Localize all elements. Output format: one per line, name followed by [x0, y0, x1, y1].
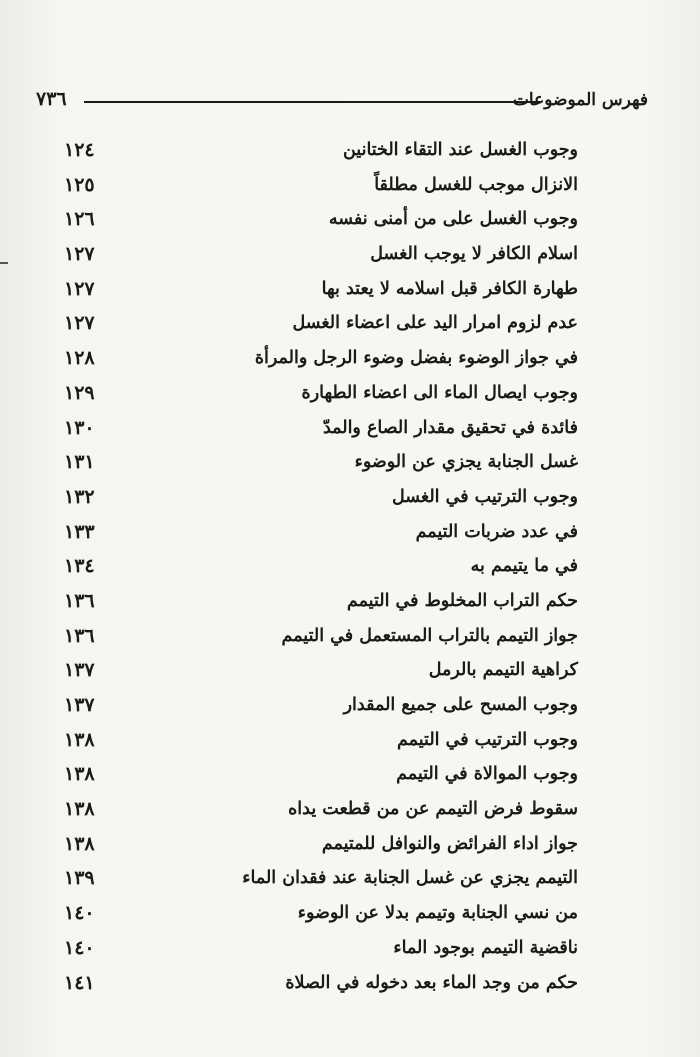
toc-entry-title: عدم لزوم امرار اليد على اعضاء الغسل — [292, 313, 578, 334]
toc-entry-title: في جواز الوضوء بفضل وضوء الرجل والمرأة — [254, 348, 578, 369]
toc-entry — [0, 205, 700, 240]
toc-entry-page-number: ١٢٧ — [64, 277, 95, 300]
toc-entry-title: وجوب ايصال الماء الى اعضاء الطهارة — [301, 382, 578, 403]
toc-entry-page-number: ١٣٧ — [64, 659, 95, 682]
toc-entry — [0, 656, 700, 691]
toc-entry-title: وجوب المسح على جميع المقدار — [343, 695, 578, 715]
toc-entry-page-number: ١٣٩ — [64, 867, 95, 890]
table-of-contents — [0, 136, 700, 1003]
toc-entry — [0, 726, 700, 761]
toc-entry-page-number: ١٢٦ — [64, 208, 95, 231]
toc-entry-title: في ما يتيمم به — [470, 556, 578, 577]
toc-entry-page-number: ١٣٨ — [64, 763, 95, 786]
toc-entry-page-number: ١٣٤ — [64, 555, 95, 578]
running-header — [36, 90, 648, 118]
toc-entry — [0, 760, 700, 795]
toc-entry — [0, 136, 700, 171]
toc-entry — [0, 483, 700, 518]
toc-entry-title: جواز التيمم بالتراب المستعمل في التيمم — [281, 625, 578, 646]
toc-entry — [0, 691, 700, 726]
toc-entry-page-number: ١٢٧ — [64, 243, 95, 266]
toc-entry-page-number: ١٣٨ — [64, 832, 95, 855]
toc-entry — [0, 379, 700, 414]
toc-entry-title: ناقضية التيمم بوجود الماء — [393, 937, 578, 958]
toc-entry-page-number: ١٣٣ — [64, 520, 95, 543]
toc-entry-title: كراهية التيمم بالرمل — [428, 660, 578, 681]
toc-entry — [0, 275, 700, 310]
toc-entry-page-number: ١٣٠ — [64, 416, 95, 439]
header-title: فهرس الموضوعات — [512, 90, 648, 110]
toc-entry-title: فائدة في تحقيق مقدار الصاع والمدّ — [322, 417, 578, 438]
toc-entry — [0, 622, 700, 657]
toc-entry-title: سقوط فرض التيمم عن من قطعت يداه — [288, 799, 578, 820]
toc-entry-title: وجوب الغسل عند التقاء الختانين — [342, 140, 578, 160]
toc-entry — [0, 934, 700, 969]
header-page-number: ٧٣٦ — [36, 88, 67, 110]
toc-entry-page-number: ١٤١ — [64, 971, 95, 994]
toc-entry — [0, 309, 700, 344]
toc-entry-page-number: ١٤٠ — [64, 902, 95, 925]
toc-entry — [0, 587, 700, 622]
toc-entry-title: وجوب الموالاة في التيمم — [396, 764, 578, 785]
toc-entry-title: جواز اداء الفرائض والنوافل للمتيمم — [321, 833, 578, 854]
toc-entry — [0, 969, 700, 1004]
toc-entry-page-number: ١٣٢ — [64, 485, 95, 508]
toc-entry-title: وجوب الترتيب في الغسل — [392, 486, 578, 507]
toc-entry-title: وجوب الغسل على من أمنى نفسه — [328, 209, 578, 230]
toc-entry-title: اسلام الكافر لا يوجب الغسل — [370, 244, 578, 265]
toc-entry-title: وجوب الترتيب في التيمم — [397, 729, 578, 750]
toc-entry — [0, 414, 700, 449]
toc-entry-page-number: ١٣٦ — [64, 589, 95, 612]
toc-entry-page-number: ١٢٤ — [64, 139, 95, 161]
toc-entry — [0, 864, 700, 899]
toc-entry-title: حكم من وجد الماء بعد دخوله في الصلاة — [285, 972, 578, 993]
toc-entry-page-number: ١٢٧ — [64, 312, 95, 335]
toc-entry-page-number: ١٣٧ — [64, 694, 95, 716]
toc-entry — [0, 795, 700, 830]
toc-entry-title: غسل الجنابة يجزي عن الوضوء — [354, 452, 578, 473]
toc-entry-title: في عدد ضربات التيمم — [415, 521, 578, 542]
toc-entry-page-number: ١٢٨ — [64, 347, 95, 370]
toc-entry-title: طهارة الكافر قبل اسلامه لا يعتد بها — [321, 278, 578, 299]
toc-entry-title: من نسي الجنابة وتيمم بدلا عن الوضوء — [297, 903, 578, 924]
toc-entry-page-number: ١٢٥ — [64, 173, 95, 196]
toc-entry-page-number: ١٣٦ — [64, 624, 95, 647]
toc-entry-title: التيمم يجزي عن غسل الجنابة عند فقدان الماء — [242, 868, 578, 889]
toc-entry — [0, 344, 700, 379]
toc-entry-title: الانزال موجب للغسل مطلقاً — [374, 174, 578, 195]
toc-entry-page-number: ١٢٩ — [64, 381, 95, 404]
toc-entry-page-number: ١٣١ — [64, 451, 95, 474]
toc-entry — [0, 830, 700, 865]
toc-entry — [0, 240, 700, 275]
toc-entry — [0, 171, 700, 206]
toc-entry — [0, 899, 700, 934]
toc-entry-page-number: ١٣٨ — [64, 728, 95, 751]
toc-entry-page-number: ١٣٨ — [64, 798, 95, 821]
toc-entry — [0, 518, 700, 553]
toc-entry — [0, 552, 700, 587]
toc-entry-title: حكم التراب المخلوط في التيمم — [346, 590, 578, 611]
toc-entry-page-number: ١٤٠ — [64, 936, 95, 959]
toc-entry — [0, 448, 700, 483]
header-rule — [84, 101, 540, 103]
